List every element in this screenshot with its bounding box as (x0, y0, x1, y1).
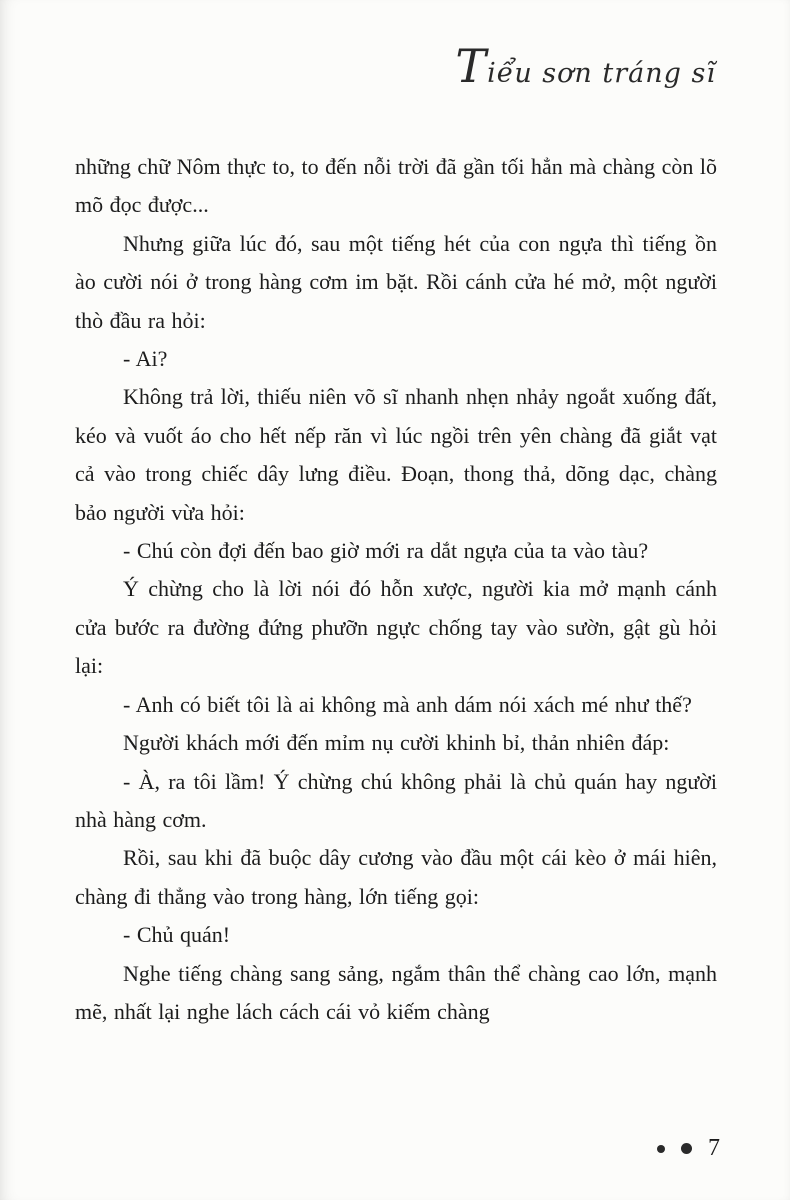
page-footer (657, 1135, 720, 1162)
paragraph: Nhưng giữa lúc đó, sau một tiếng hét của con ngựa thì tiếng ồn ào cười nói ở trong hàng cơm im bặt. Rồi cánh cửa hé mở, một người thò đầu ra hỏi: (75, 230, 717, 333)
page-number: 7 (708, 1135, 720, 1161)
paragraph: Rồi, sau khi đã buộc dây cương vào đầu một cái kèo ở mái hiên, chàng đi thẳng vào trong hàng, lớn tiếng gọi: (75, 845, 717, 909)
paragraph-dialogue: - Ai? (123, 346, 168, 372)
paragraph: Nghe tiếng chàng sang sảng, ngắm thân thể chàng cao lớn, mạnh mẽ, nhất lại nghe lách cách cái vỏ kiếm chàng (75, 960, 717, 1024)
bullet-icon (681, 1143, 692, 1154)
bullet-icon (657, 1145, 665, 1153)
paragraph: Người khách mới đến mỉm nụ cười khinh bỉ, thản nhiên đáp: (123, 730, 670, 756)
paragraph: Không trả lời, thiếu niên võ sĩ nhanh nhẹn nhảy ngoắt xuống đất, kéo và vuốt áo cho hết nếp răn vì lúc ngồi trên yên chàng đã giắt vạt cả vào trong chiếc dây lưng điều. Đoạn, thong thả, dõng dạc, chàng bảo người vừa hỏi: (75, 384, 717, 525)
page-header (75, 39, 716, 93)
paragraph: Ý chừng cho là lời nói đó hỗn xược, người kia mở mạnh cánh cửa bước ra đường đứng phưỡn ngực chống tay vào sườn, gật gù hỏi lại: (75, 576, 717, 679)
paragraph: những chữ Nôm thực to, to đến nỗi trời đã gần tối hẳn mà chàng còn lõ mõ đọc được... (75, 154, 718, 218)
body-text (75, 148, 717, 1031)
paragraph-dialogue: - Chủ quán! (123, 922, 231, 948)
paragraph-dialogue: - Anh có biết tôi là ai không mà anh dám nói xách mé như thế? (123, 691, 692, 717)
paragraph-dialogue: - Chú còn đợi đến bao giờ mới ra dắt ngựa của ta vào tàu? (123, 538, 649, 564)
chapter-header-title: Tiểu sơn tráng sĩ (455, 39, 716, 93)
paragraph-dialogue: - À, ra tôi lầm! Ý chừng chú không phải là chủ quán hay người nhà hàng cơm. (75, 768, 717, 832)
